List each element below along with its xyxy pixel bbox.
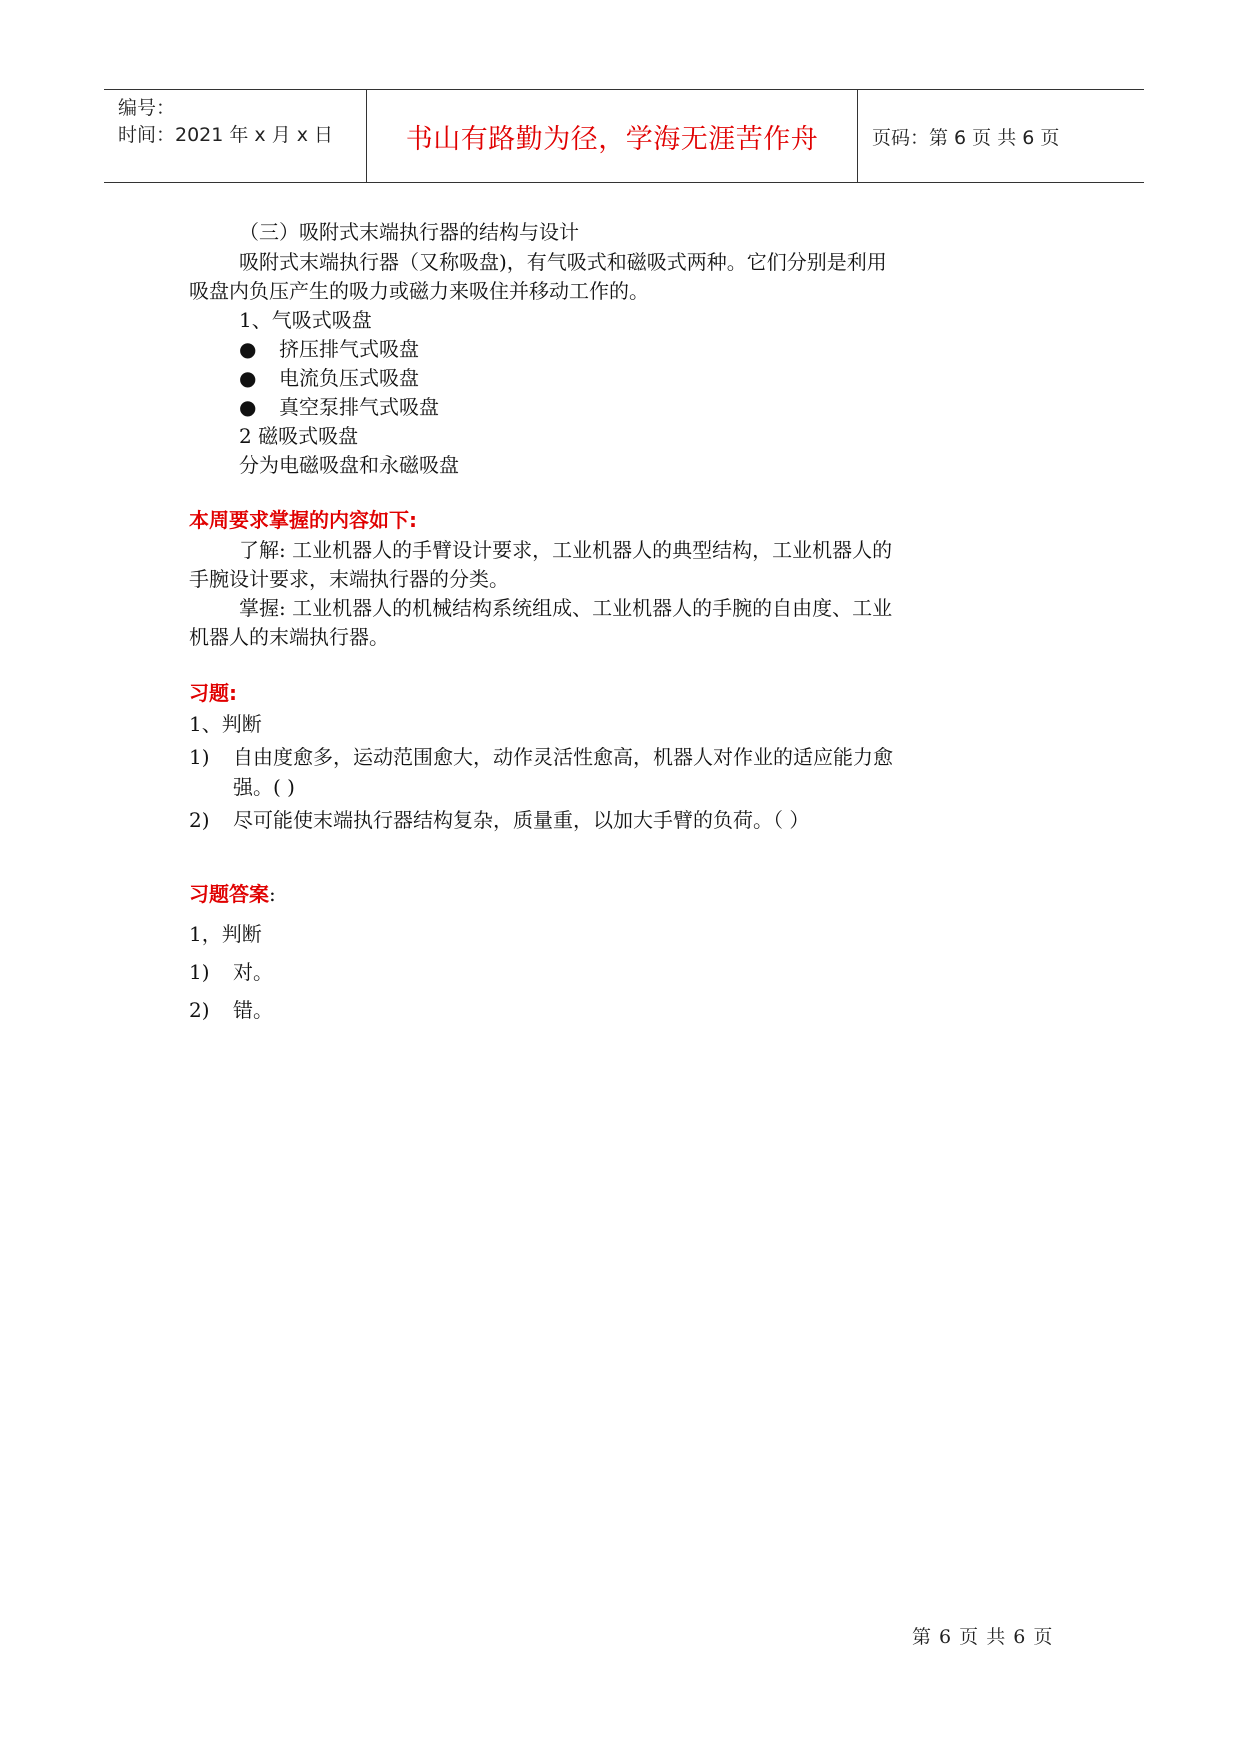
bullet-item — [239, 333, 419, 365]
subsection-pneumatic: 1、气吸式吸盘 — [239, 308, 372, 332]
exercise-question-1-cont: 强。( ) — [233, 775, 295, 799]
bullet-text: 电流负压式吸盘 — [279, 366, 419, 390]
answer-number: 1) — [189, 960, 210, 984]
document-time-label: 时间：2021 年 x 月 x 日 — [118, 124, 334, 146]
header-page-cell — [858, 90, 1144, 182]
header-motto-cell — [367, 90, 858, 182]
exercises-heading: 习题: — [189, 681, 237, 705]
document-number-label: 编号： — [118, 97, 176, 119]
page-footer: 第 6 页 共 6 页 — [912, 1626, 1054, 1648]
requirements-heading: 本周要求掌握的内容如下: — [189, 508, 417, 532]
question-text: 自由度愈多，运动范围愈大，动作灵活性愈高，机器人对作业的适应能力愈 — [233, 745, 893, 769]
understand-line-1: 了解: 工业机器人的手臂设计要求，工业机器人的典型结构，工业机器人的 — [239, 538, 893, 562]
answer-number: 2) — [189, 998, 210, 1022]
header-info-cell — [104, 90, 367, 182]
bullet-item — [239, 391, 439, 423]
answers-heading-text: 习题答案 — [189, 882, 269, 906]
intro-paragraph-line-1: 吸附式末端执行器（又称吸盘)，有气吸式和磁吸式两种。它们分别是利用 — [239, 250, 887, 274]
bullet-icon: ● — [239, 337, 257, 361]
answer-2 — [189, 994, 273, 1026]
answer-text: 对。 — [233, 960, 273, 984]
magnetic-description: 分为电磁吸盘和永磁吸盘 — [239, 453, 459, 477]
section-title: （三）吸附式末端执行器的结构与设计 — [239, 220, 579, 244]
bullet-text: 挤压排气式吸盘 — [279, 337, 419, 361]
exercise-category: 1、判断 — [189, 712, 262, 736]
master-line-1: 掌握: 工业机器人的机械结构系统组成、工业机器人的手腕的自由度、工业 — [239, 596, 893, 620]
bullet-text: 真空泵排气式吸盘 — [279, 395, 439, 419]
answer-text: 错。 — [233, 998, 273, 1022]
master-line-2: 机器人的末端执行器。 — [189, 625, 389, 649]
bullet-icon: ● — [239, 395, 257, 419]
question-number: 1) — [189, 745, 210, 769]
intro-paragraph-line-2: 吸盘内负压产生的吸力或磁力来吸住并移动工作的。 — [189, 279, 649, 303]
exercise-question-2 — [189, 804, 809, 836]
page-header — [104, 89, 1144, 183]
exercise-question-1 — [189, 741, 893, 773]
subsection-magnetic: 2 磁吸式吸盘 — [239, 424, 359, 448]
answers-category: 1，判断 — [189, 922, 262, 946]
answers-heading — [189, 878, 276, 910]
question-number: 2) — [189, 808, 210, 832]
understand-line-2: 手腕设计要求，末端执行器的分类。 — [189, 567, 509, 591]
bullet-item — [239, 362, 419, 394]
bullet-icon: ● — [239, 366, 257, 390]
answers-heading-colon: : — [269, 882, 276, 906]
question-text: 尽可能使末端执行器结构复杂，质量重，以加大手臂的负荷。（ ） — [233, 808, 810, 832]
answer-1 — [189, 956, 273, 988]
header-motto: 书山有路勤为径，学海无涯苦作舟 — [405, 123, 819, 155]
header-page-code: 页码：第 6 页 共 6 页 — [872, 126, 1060, 149]
